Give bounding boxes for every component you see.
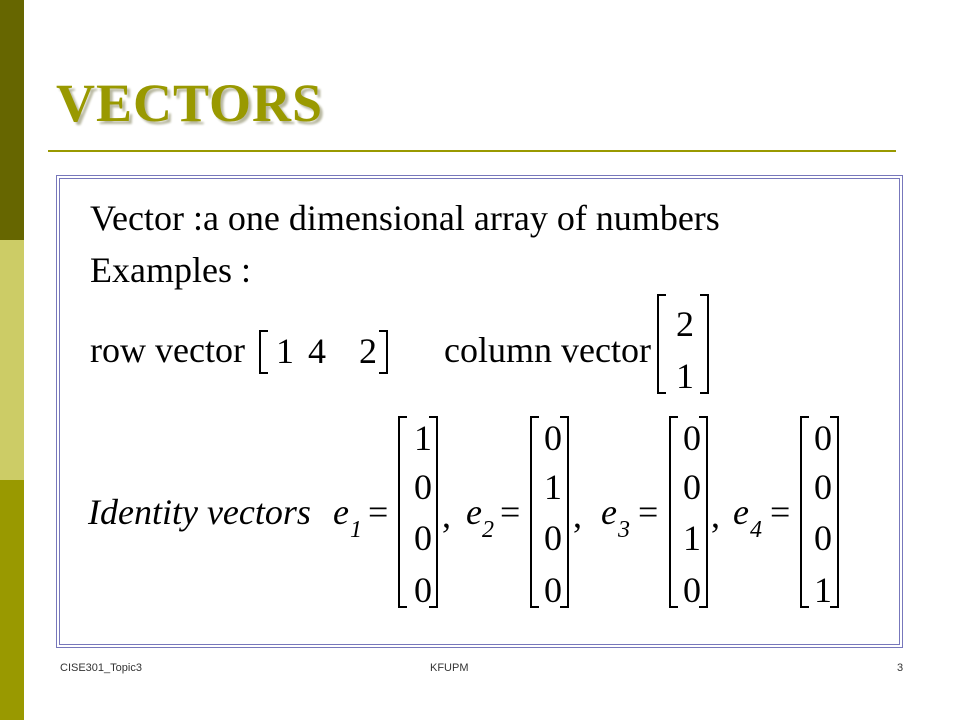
sidebar-stripe-top <box>0 0 24 240</box>
row-vector-right-bracket <box>379 330 388 374</box>
identity-vectors-label: Identity vectors <box>88 492 311 532</box>
separator-comma: , <box>573 495 582 535</box>
e2-subscript: 2 <box>482 517 494 543</box>
equals-sign: = <box>500 492 521 532</box>
e1-entry: 1 <box>414 418 432 458</box>
e4-entry: 0 <box>814 518 832 558</box>
e4-entry: 0 <box>814 418 832 458</box>
e4-symbol: e <box>733 492 749 532</box>
row-vector-entry: 2 <box>359 331 377 371</box>
equals-sign: = <box>368 492 389 532</box>
e4-entry: 1 <box>814 570 832 610</box>
e3-entry: 0 <box>683 418 701 458</box>
equals-sign: = <box>638 492 659 532</box>
e1-subscript: 1 <box>350 517 362 543</box>
column-vector-label: column vector <box>444 330 651 370</box>
e4-left-bracket <box>800 416 809 608</box>
e1-left-bracket <box>398 416 407 608</box>
equals-sign: = <box>770 492 791 532</box>
e4-subscript: 4 <box>750 517 762 543</box>
e2-symbol: e <box>466 492 482 532</box>
e1-right-bracket <box>429 416 438 608</box>
e2-entry: 0 <box>544 570 562 610</box>
slide-title: VECTORS <box>56 73 324 133</box>
e3-symbol: e <box>601 492 617 532</box>
footer-page-number: 3 <box>897 662 904 674</box>
column-vector-right-bracket <box>700 294 709 394</box>
e1-entry: 0 <box>414 518 432 558</box>
e3-entry: 1 <box>683 518 701 558</box>
e4-right-bracket <box>830 416 839 608</box>
content-box <box>56 175 903 648</box>
sidebar-stripe-bottom <box>0 480 24 720</box>
e1-symbol: e <box>333 492 349 532</box>
e4-entry: 0 <box>814 467 832 507</box>
column-vector-entry: 1 <box>676 356 694 396</box>
sidebar-stripe-middle <box>0 240 24 480</box>
column-vector-left-bracket <box>657 294 666 394</box>
row-vector-label: row vector <box>90 330 245 370</box>
e2-entry: 0 <box>544 518 562 558</box>
separator-comma: , <box>711 495 720 535</box>
e2-left-bracket <box>530 416 539 608</box>
examples-label: Examples : <box>90 250 251 290</box>
e2-entry: 0 <box>544 418 562 458</box>
e3-subscript: 3 <box>618 517 630 543</box>
e3-entry: 0 <box>683 467 701 507</box>
e2-right-bracket <box>560 416 569 608</box>
e3-entry: 0 <box>683 570 701 610</box>
row-vector-entry: 1 <box>276 331 294 371</box>
title-underline <box>48 150 896 152</box>
e2-entry: 1 <box>544 467 562 507</box>
e3-left-bracket <box>669 416 678 608</box>
separator-comma: , <box>442 495 451 535</box>
e3-right-bracket <box>699 416 708 608</box>
e1-entry: 0 <box>414 467 432 507</box>
row-vector-left-bracket <box>259 330 268 374</box>
footer-institution: KFUPM <box>430 662 469 674</box>
e1-entry: 0 <box>414 570 432 610</box>
row-vector-entry: 4 <box>308 331 326 371</box>
vector-definition: Vector :a one dimensional array of numbers <box>90 198 720 238</box>
footer-course: CISE301_Topic3 <box>60 662 142 674</box>
column-vector-entry: 2 <box>676 304 694 344</box>
